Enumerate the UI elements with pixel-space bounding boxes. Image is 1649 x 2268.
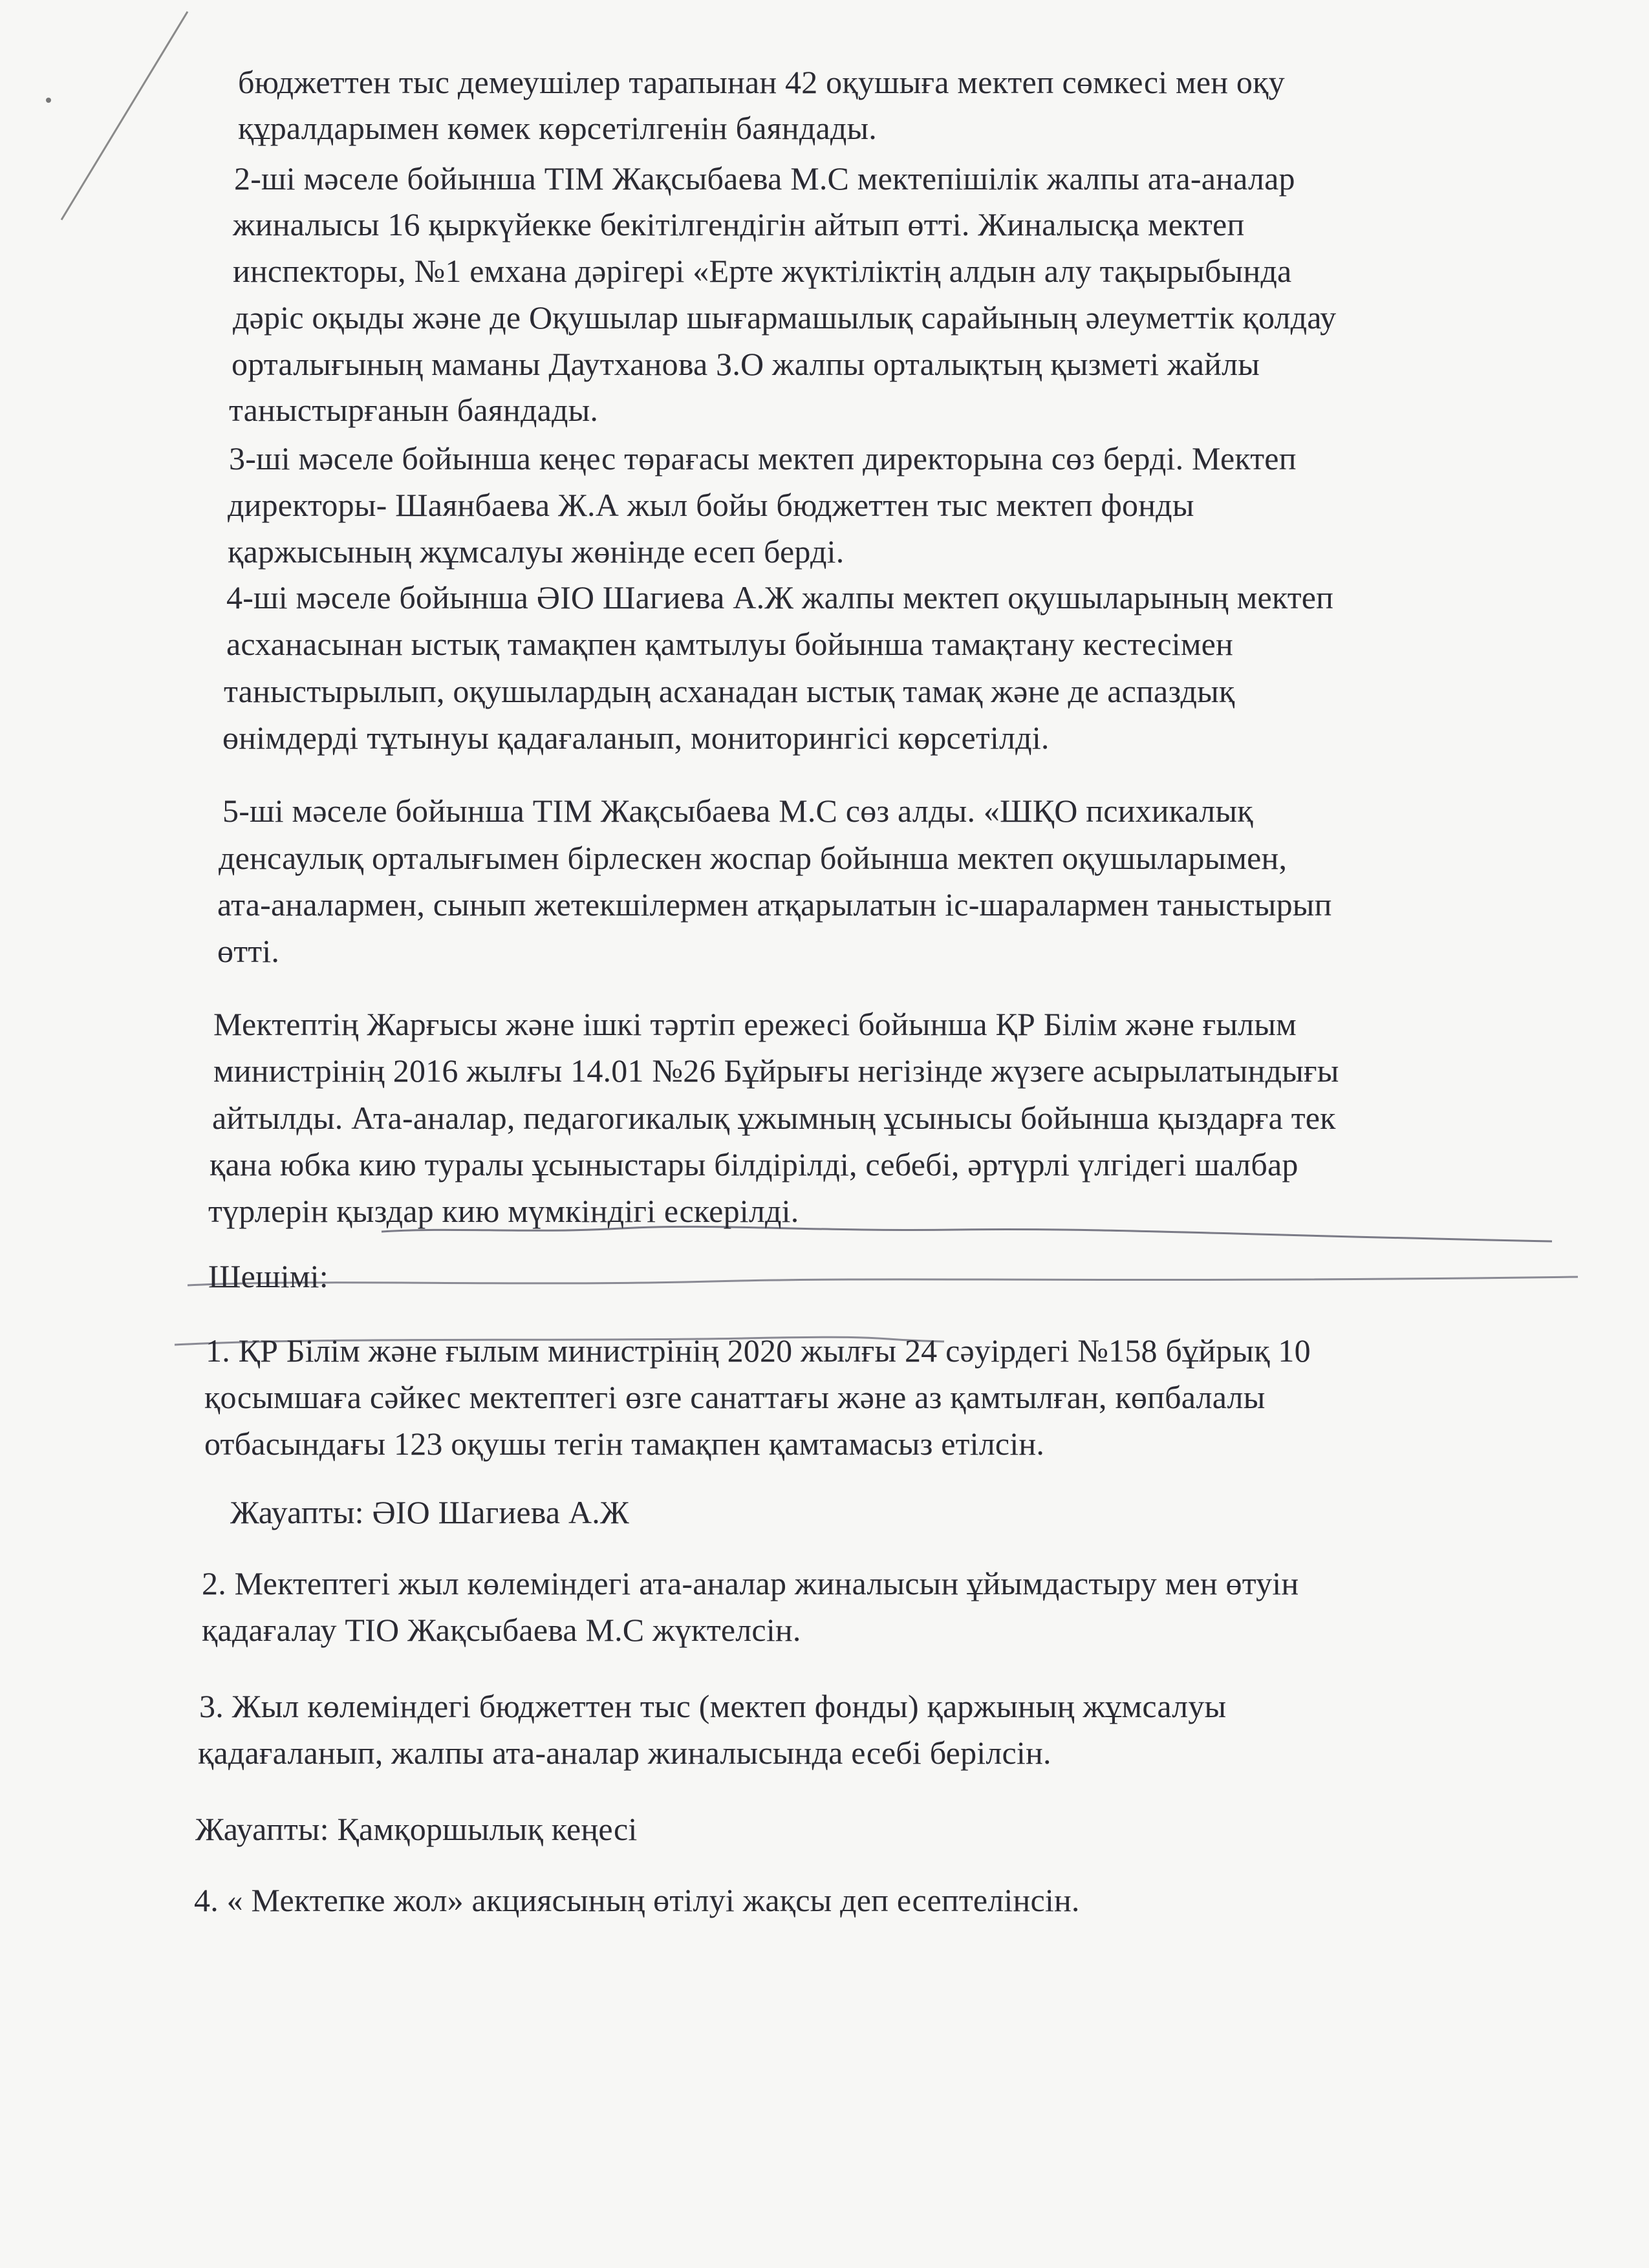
pencil-stroke-mark [61, 12, 188, 220]
text-line: асханасынан ыстық тамақпен қамтылуы бойынша тамақтану кестесімен [226, 626, 1234, 662]
text-line: директоры- Шаянбаева Ж.А жыл бойы бюджеттен тыс мектеп фонды [228, 487, 1194, 523]
text-line: инспекторы, №1 емхана дәрігері «Ерте жүктіліктің алдын алу тақырыбында [233, 253, 1292, 289]
text-line: 5-ші мәселе бойынша ТІМ Жақсыбаева М.С сөз алды. «ШҚО психикалық [222, 793, 1253, 829]
scan-dot-mark [46, 98, 51, 103]
decision-item-1-cont: отбасындағы 123 оқушы тегін тамақпен қамтамасыз етілсін. [204, 1426, 1045, 1462]
text-line: 4-ші мәселе бойынша ӘІО Шагиева А.Ж жалпы мектеп оқушыларының мектеп [226, 579, 1334, 615]
text-line: өтті. [217, 933, 280, 969]
text-line: Мектептің Жарғысы және ішкі тәртіп ережесі бойынша ҚР Білім және ғылым [213, 1006, 1297, 1042]
text-line: бюджеттен тыс демеушілер тарапынан 42 оқушыға мектеп сөмкесі мен оқу [238, 64, 1285, 100]
decision-item-1-cont: қосымшаға сәйкес мектептегі өзге санаттағы және аз қамтылған, көпбалалы [204, 1379, 1266, 1415]
text-line: айтылды. Ата-аналар, педагогикалық ұжымның ұсынысы бойынша қыздарға тек [212, 1100, 1336, 1136]
decision-item-4: 4. « Мектепке жол» акциясының өтілуі жақсы деп есептелінсін. [194, 1882, 1080, 1918]
responsible-1: Жауапты: ӘІО Шагиева А.Ж [230, 1494, 629, 1530]
text-line: таныстырғанын баяндады. [229, 392, 599, 428]
decision-heading: Шешімі: [208, 1258, 329, 1294]
text-line: дәріс оқыды және де Оқушылар шығармашылық сарайының әлеуметтік қолдау [233, 299, 1337, 336]
decision-item-2-cont: қадағалау ТІО Жақсыбаева М.С жүктелсін. [202, 1612, 801, 1648]
text-line: таныстырылып, оқушылардың асханадан ыстық тамақ және де аспаздық [224, 673, 1235, 709]
handwritten-underline-2 [188, 1277, 1578, 1285]
text-line: ата-аналармен, сынып жетекшілермен атқарылатын іс-шаралармен таныстырып [217, 886, 1332, 923]
responsible-2: Жауапты: Қамқоршылық кеңесі [195, 1811, 638, 1847]
text-line: түрлерін қыздар кию мүмкіндігі ескерілді. [208, 1193, 799, 1229]
text-line: жиналысы 16 қыркүйекке бекітілгендігін айтып өтті. Жиналысқа мектеп [233, 206, 1245, 242]
decision-item-3: 3. Жыл көлеміндегі бюджеттен тыс (мектеп фонды) қаржының жұмсалуы [199, 1688, 1227, 1724]
text-line: министрінің 2016 жылғы 14.01 №26 Бұйрығы негізінде жүзеге асырылатындығы [213, 1053, 1339, 1089]
text-line: орталығының маманы Даутханова З.О жалпы орталықтың қызметі жайлы [232, 346, 1260, 382]
text-line: қана юбка кию туралы ұсыныстары білдірілді, себебі, әртүрлі үлгідегі шалбар [210, 1146, 1299, 1182]
text-line: өнімдерді тұтынуы қадағаланып, мониторингісі көрсетілді. [222, 720, 1050, 756]
decision-item-1: 1. ҚР Білім және ғылым министрінің 2020 жылғы 24 сәуірдегі №158 бұйрық 10 [206, 1332, 1311, 1369]
text-line: құралдарымен көмек көрсетілгенін баяндады. [238, 110, 877, 146]
text-line: 3-ші мәселе бойынша кеңес төрағасы мектеп директорына сөз берді. Мектеп [229, 440, 1297, 476]
text-line: қаржысының жұмсалуы жөнінде есеп берді. [228, 533, 845, 570]
decision-item-3-cont: қадағаланып, жалпы ата-аналар жиналысында есебі берілсін. [198, 1735, 1051, 1771]
text-line: 2-ші мәселе бойынша ТІМ Жақсыбаева М.С мектепішілік жалпы ата-аналар [234, 160, 1295, 197]
decision-item-2: 2. Мектептегі жыл көлеміндегі ата-аналар жиналысын ұйымдастыру мен өтуін [202, 1565, 1299, 1601]
text-line: денсаулық орталығымен бірлескен жоспар бойынша мектеп оқушыларымен, [219, 840, 1288, 876]
